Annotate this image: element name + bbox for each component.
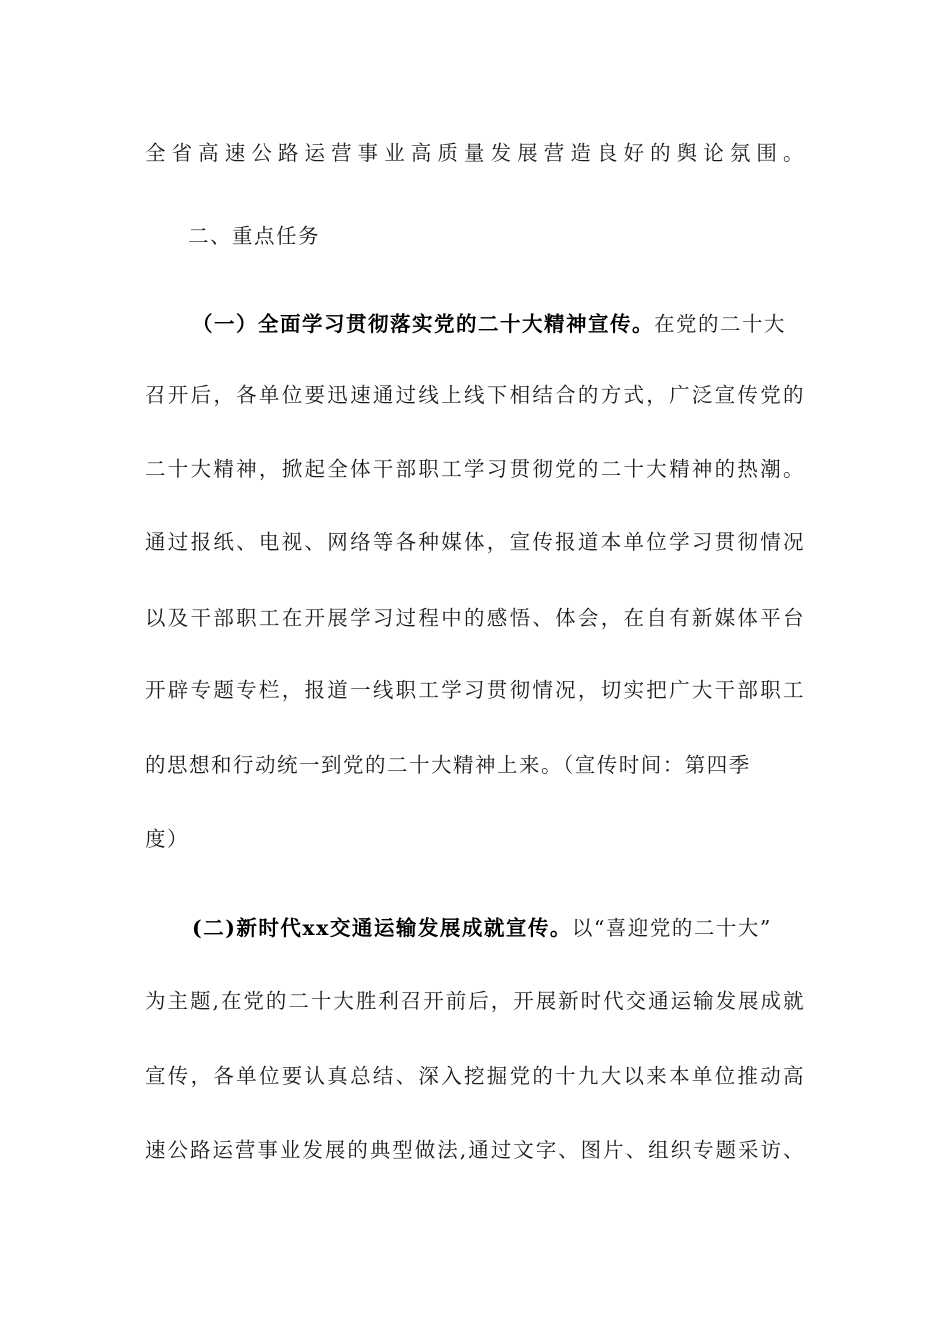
section-heading-1-bold: （一）全面学习贯彻落实党的二十大精神宣传。 <box>192 312 654 336</box>
paragraph-line: 通过报纸、电视、网络等各种媒体，宣传报道本单位学习贯彻情况 <box>145 530 805 554</box>
section-heading-1-text: 在党的二十大 <box>654 312 786 336</box>
paragraph-line: 全省高速公路运营事业高质量发展营造良好的舆论氛围。 <box>145 141 805 165</box>
paragraph-line: 召开后，各单位要迅速通过线上线下相结合的方式，广泛宣传党的 <box>145 383 805 407</box>
paragraph-line: 的思想和行动统一到党的二十大精神上来。（宣传时间：第四季 <box>145 753 751 777</box>
paragraph-line: 二十大精神，掀起全体干部职工学习贯彻党的二十大精神的热潮。 <box>145 457 805 481</box>
paragraph-line: 开辟专题专栏，报道一线职工学习贯彻情况，切实把广大干部职工 <box>145 678 805 702</box>
paragraph-line: 速公路运营事业发展的典型做法,通过文字、图片、组织专题采访、 <box>145 1138 805 1162</box>
paragraph-line: 宣传，各单位要认真总结、深入挖掘党的十九大以来本单位推动高 <box>145 1064 805 1088</box>
paragraph-line: 度） <box>145 827 189 851</box>
section-heading-2 <box>192 911 852 945</box>
paragraph-line: 为主题,在党的二十大胜利召开前后，开展新时代交通运输发展成就 <box>145 989 805 1013</box>
section-heading-1 <box>192 307 852 341</box>
paragraph-line: 以及干部职工在开展学习过程中的感悟、体会，在自有新媒体平台 <box>145 606 805 630</box>
section-heading-2-text: 以“喜迎党的二十大” <box>571 916 772 940</box>
section-heading-2-bold: (二)新时代xx交通运输发展成就宣传。 <box>192 916 572 940</box>
section-title: 二、重点任务 <box>188 224 320 248</box>
